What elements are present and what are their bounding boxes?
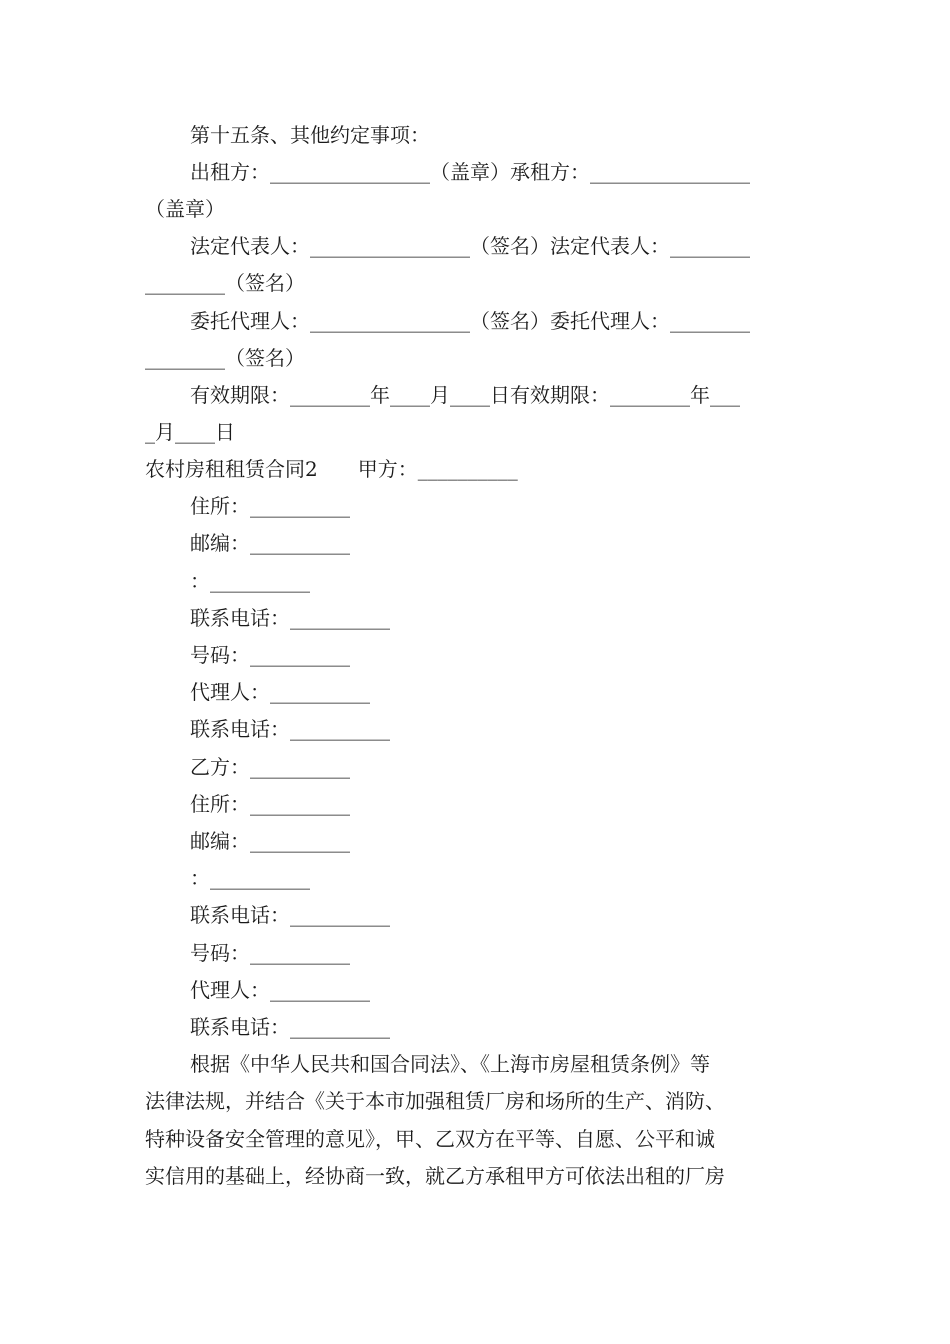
party-b-agent: 代理人：__________ <box>190 978 370 1002</box>
seal-note: （盖章） <box>145 197 225 221</box>
party-a-address: 住所：__________ <box>190 494 350 518</box>
party-b: 乙方：__________ <box>190 755 350 779</box>
party-b-postcode: 邮编：__________ <box>190 829 350 853</box>
legal-rep-line: 法定代表人：________________（签名）法定代表人：________ <box>190 234 750 258</box>
party-b-address: 住所：__________ <box>190 792 350 816</box>
preamble-line-2: 法律法规，并结合《关于本市加强租赁厂房和场所的生产、消防、 <box>145 1089 725 1113</box>
contract-title-party-a: 农村房租租赁合同2 甲方：__________ <box>145 457 518 481</box>
party-a-number: 号码：__________ <box>190 643 350 667</box>
legal-rep-line-cont: ________（签名） <box>145 271 305 295</box>
party-a-blank: ：__________ <box>190 569 310 593</box>
validity-line-cont: _月____日 <box>145 420 235 444</box>
preamble-line-3: 特种设备安全管理的意见》，甲、乙双方在平等、自愿、公平和诚 <box>145 1127 715 1151</box>
preamble-line-1: 根据《中华人民共和国合同法》、《上海市房屋租赁条例》等 <box>190 1052 710 1076</box>
lessor-seal-line: 出租方：________________（盖章）承租方：________________ <box>190 160 750 184</box>
party-a-phone: 联系电话：__________ <box>190 606 390 630</box>
party-b-number: 号码：__________ <box>190 941 350 965</box>
party-a-agent-phone: 联系电话：__________ <box>190 717 390 741</box>
party-b-agent-phone: 联系电话：__________ <box>190 1015 390 1039</box>
agent-line: 委托代理人：________________（签名）委托代理人：________ <box>190 309 750 333</box>
preamble-line-4: 实信用的基础上，经协商一致，就乙方承租甲方可依法出租的厂房 <box>145 1164 725 1188</box>
party-b-blank: ：__________ <box>190 866 310 890</box>
validity-line: 有效期限：________年____月____日有效期限：________年___ <box>190 383 740 407</box>
clause-15-heading: 第十五条、其他约定事项： <box>190 123 430 147</box>
party-b-phone: 联系电话：__________ <box>190 903 390 927</box>
party-a-postcode: 邮编：__________ <box>190 531 350 555</box>
agent-line-cont: ________（签名） <box>145 346 305 370</box>
party-a-agent: 代理人：__________ <box>190 680 370 704</box>
